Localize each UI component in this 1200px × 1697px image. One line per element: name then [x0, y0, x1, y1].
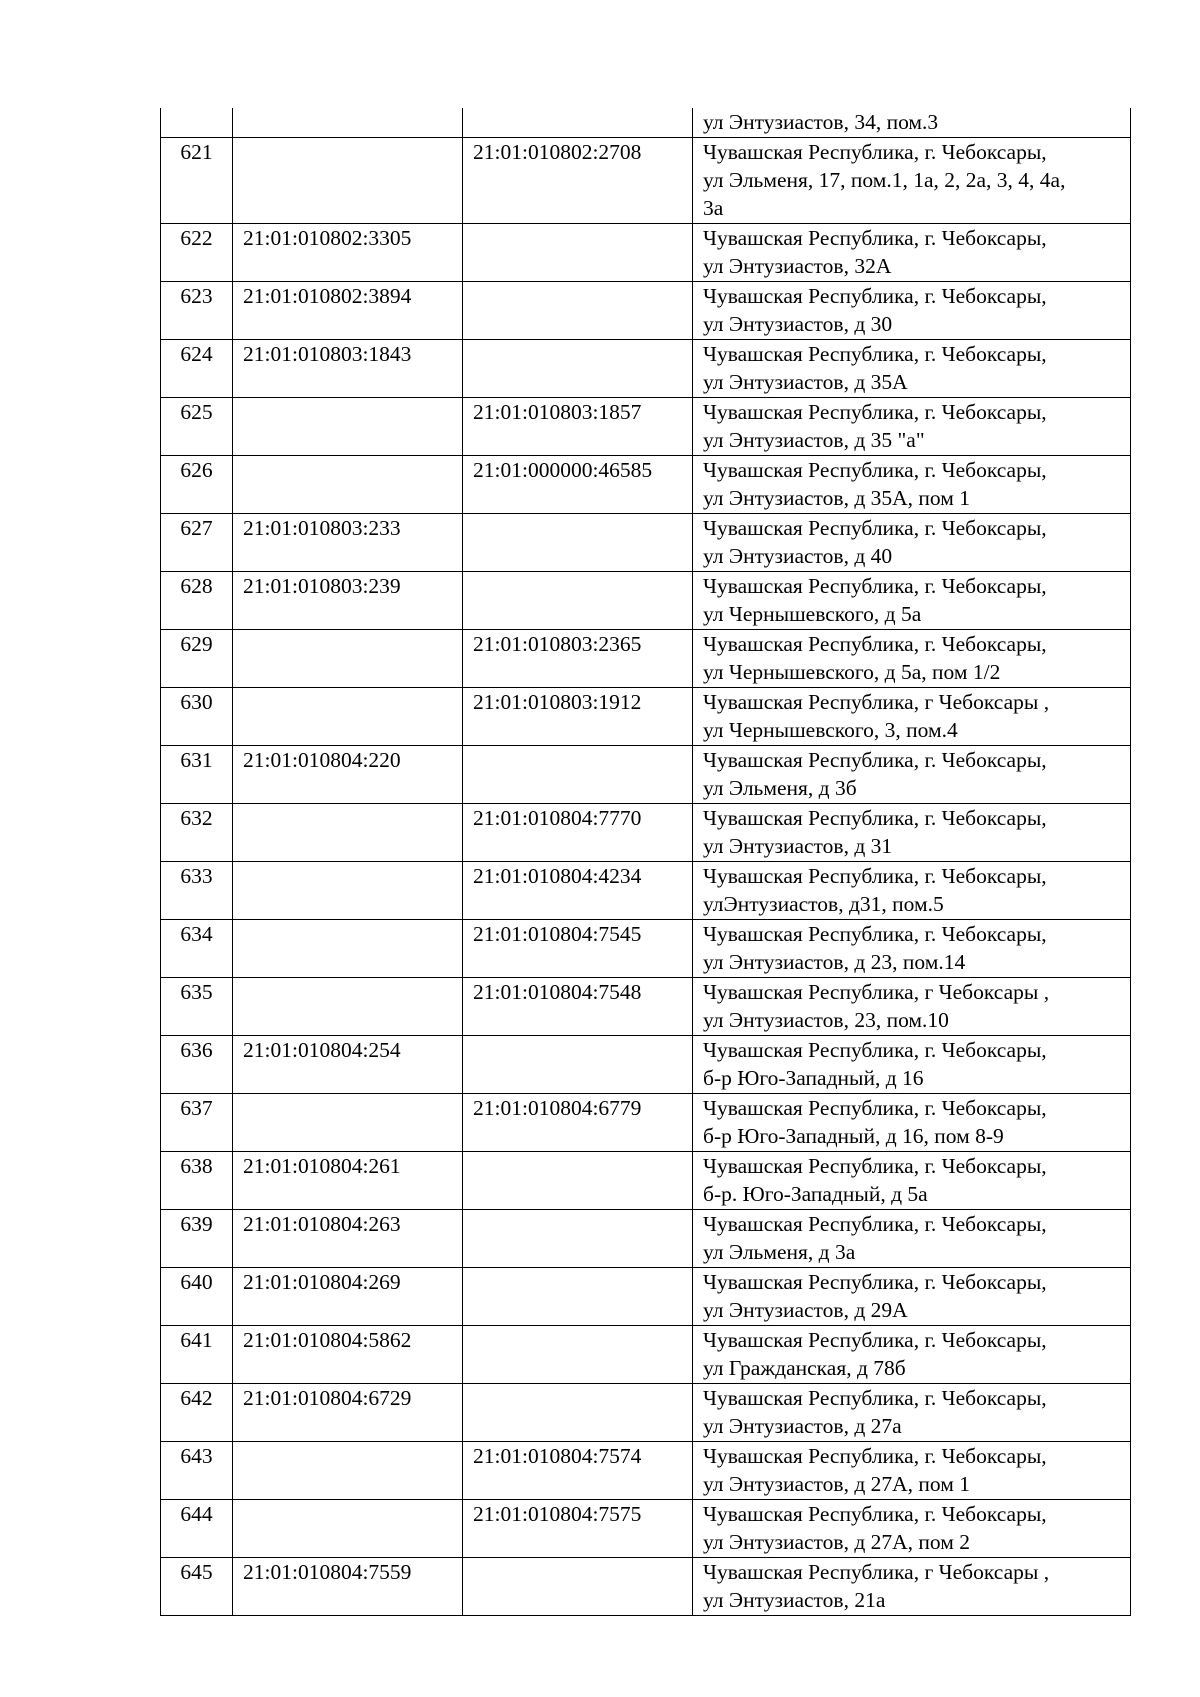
land-cadastral-number-cell	[233, 138, 463, 224]
row-number-cell: 634	[161, 920, 233, 978]
address-line: Чувашская Республика, г. Чебоксары,	[703, 400, 1047, 424]
address-cell	[693, 688, 1131, 746]
row-number-cell: 623	[161, 282, 233, 340]
address-cell	[693, 862, 1131, 920]
address-line: Чувашская Республика, г Чебоксары ,	[703, 690, 1050, 714]
row-number-cell: 625	[161, 398, 233, 456]
row-number-cell: 639	[161, 1210, 233, 1268]
table-row	[161, 1152, 1131, 1210]
table-row	[161, 1384, 1131, 1442]
object-cadastral-number-cell: 21:01:000000:46585	[463, 456, 693, 514]
object-cadastral-number-cell	[463, 1384, 693, 1442]
address-line: ул Гражданская, д 78б	[703, 1356, 906, 1380]
address-cell	[693, 108, 1131, 138]
table-row	[161, 514, 1131, 572]
address-cell	[693, 1094, 1131, 1152]
land-cadastral-number-cell: 21:01:010802:3894	[233, 282, 463, 340]
address-line: ул Энтузиастов, 32А	[703, 254, 892, 278]
address-cell	[693, 804, 1131, 862]
land-cadastral-number-cell	[233, 1442, 463, 1500]
address-line: Чувашская Республика, г. Чебоксары,	[703, 284, 1047, 308]
table-row	[161, 862, 1131, 920]
address-line: Чувашская Республика, г. Чебоксары,	[703, 1270, 1047, 1294]
address-line: ул Эльменя, д 3а	[703, 1240, 856, 1264]
land-cadastral-number-cell	[233, 978, 463, 1036]
address-line: Чувашская Республика, г. Чебоксары,	[703, 1212, 1047, 1236]
address-line: Чувашская Республика, г Чебоксары ,	[703, 1560, 1050, 1584]
table-row	[161, 630, 1131, 688]
row-number-cell: 629	[161, 630, 233, 688]
table-row	[161, 282, 1131, 340]
address-line: ул Энтузиастов, д 35 "а"	[703, 428, 925, 452]
address-cell	[693, 1152, 1131, 1210]
land-cadastral-number-cell: 21:01:010804:263	[233, 1210, 463, 1268]
address-line: улЭнтузиастов, д31, пом.5	[703, 892, 944, 916]
address-cell	[693, 456, 1131, 514]
table-row	[161, 1268, 1131, 1326]
land-cadastral-number-cell: 21:01:010804:261	[233, 1152, 463, 1210]
address-line: Чувашская Республика, г Чебоксары ,	[703, 980, 1050, 1004]
land-cadastral-number-cell	[233, 398, 463, 456]
address-line: ул Чернышевского, д 5а	[703, 602, 922, 626]
address-cell	[693, 398, 1131, 456]
object-cadastral-number-cell	[463, 108, 693, 138]
land-cadastral-number-cell	[233, 862, 463, 920]
object-cadastral-number-cell: 21:01:010804:6779	[463, 1094, 693, 1152]
table-row	[161, 1036, 1131, 1094]
object-cadastral-number-cell	[463, 1210, 693, 1268]
address-cell	[693, 1442, 1131, 1500]
object-cadastral-number-cell	[463, 1152, 693, 1210]
table-row	[161, 138, 1131, 224]
address-cell	[693, 1326, 1131, 1384]
registry-table-body	[161, 108, 1131, 1616]
table-row	[161, 1210, 1131, 1268]
address-line: ул Энтузиастов, д 35А	[703, 370, 908, 394]
row-number-cell: 622	[161, 224, 233, 282]
address-line: б-р Юго-Западный, д 16, пом 8-9	[703, 1124, 1004, 1148]
address-line: Чувашская Республика, г. Чебоксары,	[703, 864, 1047, 888]
table-row	[161, 746, 1131, 804]
address-line: Чувашская Республика, г. Чебоксары,	[703, 140, 1047, 164]
row-number-cell: 642	[161, 1384, 233, 1442]
address-cell	[693, 1558, 1131, 1616]
address-line: ул Энтузиастов, 34, пом.3	[703, 110, 939, 134]
address-cell	[693, 1384, 1131, 1442]
address-line: Чувашская Республика, г. Чебоксары,	[703, 748, 1047, 772]
address-line: ул Энтузиастов, д 23, пом.14	[703, 950, 966, 974]
land-cadastral-number-cell: 21:01:010804:7559	[233, 1558, 463, 1616]
address-line: ул Эльменя, д 3б	[703, 776, 857, 800]
object-cadastral-number-cell	[463, 514, 693, 572]
row-number-cell: 636	[161, 1036, 233, 1094]
address-cell	[693, 1268, 1131, 1326]
address-line: ул Энтузиастов, д 30	[703, 312, 893, 336]
table-row	[161, 108, 1131, 138]
row-number-cell: 632	[161, 804, 233, 862]
address-cell	[693, 746, 1131, 804]
row-number-cell: 624	[161, 340, 233, 398]
land-cadastral-number-cell: 21:01:010804:254	[233, 1036, 463, 1094]
land-cadastral-number-cell: 21:01:010803:233	[233, 514, 463, 572]
row-number-cell: 633	[161, 862, 233, 920]
object-cadastral-number-cell: 21:01:010804:7545	[463, 920, 693, 978]
address-cell	[693, 572, 1131, 630]
table-row	[161, 1500, 1131, 1558]
address-line: ул Энтузиастов, д 35А, пом 1	[703, 486, 970, 510]
address-line: ул Энтузиастов, д 27а	[703, 1414, 902, 1438]
object-cadastral-number-cell	[463, 1558, 693, 1616]
table-row	[161, 1094, 1131, 1152]
address-line: ул Эльменя, 17, пом.1, 1а, 2, 2а, 3, 4, 4а,	[703, 168, 1066, 192]
address-line: Чувашская Республика, г. Чебоксары,	[703, 1386, 1047, 1410]
address-cell	[693, 1036, 1131, 1094]
table-row	[161, 1558, 1131, 1616]
row-number-cell: 638	[161, 1152, 233, 1210]
object-cadastral-number-cell: 21:01:010803:1857	[463, 398, 693, 456]
address-line: Чувашская Республика, г. Чебоксары,	[703, 632, 1047, 656]
row-number-cell: 627	[161, 514, 233, 572]
table-row	[161, 456, 1131, 514]
registry-table	[160, 108, 1131, 1616]
address-line: Чувашская Республика, г. Чебоксары,	[703, 806, 1047, 830]
table-row	[161, 340, 1131, 398]
address-line: Чувашская Республика, г. Чебоксары,	[703, 922, 1047, 946]
object-cadastral-number-cell	[463, 1326, 693, 1384]
address-line: Чувашская Республика, г. Чебоксары,	[703, 458, 1047, 482]
row-number-cell: 626	[161, 456, 233, 514]
object-cadastral-number-cell: 21:01:010804:7548	[463, 978, 693, 1036]
address-line: ул Чернышевского, д 5а, пом 1/2	[703, 660, 1001, 684]
address-line: Чувашская Республика, г. Чебоксары,	[703, 1096, 1047, 1120]
table-row	[161, 224, 1131, 282]
address-line: ул Энтузиастов, д 40	[703, 544, 893, 568]
address-line: Чувашская Республика, г. Чебоксары,	[703, 1328, 1047, 1352]
address-line: ул Чернышевского, 3, пом.4	[703, 718, 958, 742]
object-cadastral-number-cell: 21:01:010803:1912	[463, 688, 693, 746]
land-cadastral-number-cell: 21:01:010804:269	[233, 1268, 463, 1326]
address-line: Чувашская Республика, г. Чебоксары,	[703, 1502, 1047, 1526]
land-cadastral-number-cell	[233, 688, 463, 746]
table-row	[161, 1442, 1131, 1500]
object-cadastral-number-cell: 21:01:010804:7770	[463, 804, 693, 862]
address-line: Чувашская Республика, г. Чебоксары,	[703, 516, 1047, 540]
address-line: б-р. Юго-Западный, д 5а	[703, 1182, 928, 1206]
table-row	[161, 978, 1131, 1036]
address-line: Чувашская Республика, г. Чебоксары,	[703, 1038, 1047, 1062]
table-row	[161, 1326, 1131, 1384]
address-line: Чувашская Республика, г. Чебоксары,	[703, 342, 1047, 366]
address-line: Чувашская Республика, г. Чебоксары,	[703, 574, 1047, 598]
land-cadastral-number-cell: 21:01:010804:220	[233, 746, 463, 804]
land-cadastral-number-cell	[233, 630, 463, 688]
table-row	[161, 572, 1131, 630]
address-line: 3а	[703, 196, 724, 220]
row-number-cell	[161, 108, 233, 138]
land-cadastral-number-cell: 21:01:010803:1843	[233, 340, 463, 398]
address-line: Чувашская Республика, г. Чебоксары,	[703, 226, 1047, 250]
address-cell	[693, 1210, 1131, 1268]
row-number-cell: 621	[161, 138, 233, 224]
row-number-cell: 635	[161, 978, 233, 1036]
object-cadastral-number-cell	[463, 1036, 693, 1094]
land-cadastral-number-cell: 21:01:010804:6729	[233, 1384, 463, 1442]
land-cadastral-number-cell	[233, 108, 463, 138]
address-line: ул Энтузиастов, д 31	[703, 834, 893, 858]
object-cadastral-number-cell	[463, 224, 693, 282]
address-line: Чувашская Республика, г. Чебоксары,	[703, 1444, 1047, 1468]
land-cadastral-number-cell	[233, 456, 463, 514]
object-cadastral-number-cell: 21:01:010804:7574	[463, 1442, 693, 1500]
address-cell	[693, 224, 1131, 282]
address-cell	[693, 282, 1131, 340]
object-cadastral-number-cell: 21:01:010803:2365	[463, 630, 693, 688]
table-row	[161, 688, 1131, 746]
object-cadastral-number-cell	[463, 340, 693, 398]
address-line: ул Энтузиастов, 23, пом.10	[703, 1008, 949, 1032]
object-cadastral-number-cell	[463, 746, 693, 804]
address-line: ул Энтузиастов, д 27А, пом 1	[703, 1472, 970, 1496]
row-number-cell: 630	[161, 688, 233, 746]
land-cadastral-number-cell: 21:01:010802:3305	[233, 224, 463, 282]
land-cadastral-number-cell	[233, 920, 463, 978]
address-line: ул Энтузиастов, д 29А	[703, 1298, 908, 1322]
object-cadastral-number-cell	[463, 572, 693, 630]
land-cadastral-number-cell	[233, 1500, 463, 1558]
address-cell	[693, 1500, 1131, 1558]
object-cadastral-number-cell	[463, 282, 693, 340]
address-cell	[693, 514, 1131, 572]
address-cell	[693, 978, 1131, 1036]
row-number-cell: 644	[161, 1500, 233, 1558]
row-number-cell: 628	[161, 572, 233, 630]
address-line: ул Энтузиастов, 21а	[703, 1588, 886, 1612]
address-cell	[693, 630, 1131, 688]
row-number-cell: 637	[161, 1094, 233, 1152]
address-line: Чувашская Республика, г. Чебоксары,	[703, 1154, 1047, 1178]
land-cadastral-number-cell	[233, 804, 463, 862]
land-cadastral-number-cell	[233, 1094, 463, 1152]
table-row	[161, 398, 1131, 456]
row-number-cell: 643	[161, 1442, 233, 1500]
table-row	[161, 920, 1131, 978]
address-line: ул Энтузиастов, д 27А, пом 2	[703, 1530, 970, 1554]
address-cell	[693, 920, 1131, 978]
table-row	[161, 804, 1131, 862]
row-number-cell: 631	[161, 746, 233, 804]
object-cadastral-number-cell: 21:01:010802:2708	[463, 138, 693, 224]
row-number-cell: 640	[161, 1268, 233, 1326]
address-cell	[693, 138, 1131, 224]
address-cell	[693, 340, 1131, 398]
row-number-cell: 645	[161, 1558, 233, 1616]
object-cadastral-number-cell: 21:01:010804:4234	[463, 862, 693, 920]
row-number-cell: 641	[161, 1326, 233, 1384]
address-line: б-р Юго-Западный, д 16	[703, 1066, 924, 1090]
land-cadastral-number-cell: 21:01:010804:5862	[233, 1326, 463, 1384]
land-cadastral-number-cell: 21:01:010803:239	[233, 572, 463, 630]
object-cadastral-number-cell: 21:01:010804:7575	[463, 1500, 693, 1558]
object-cadastral-number-cell	[463, 1268, 693, 1326]
